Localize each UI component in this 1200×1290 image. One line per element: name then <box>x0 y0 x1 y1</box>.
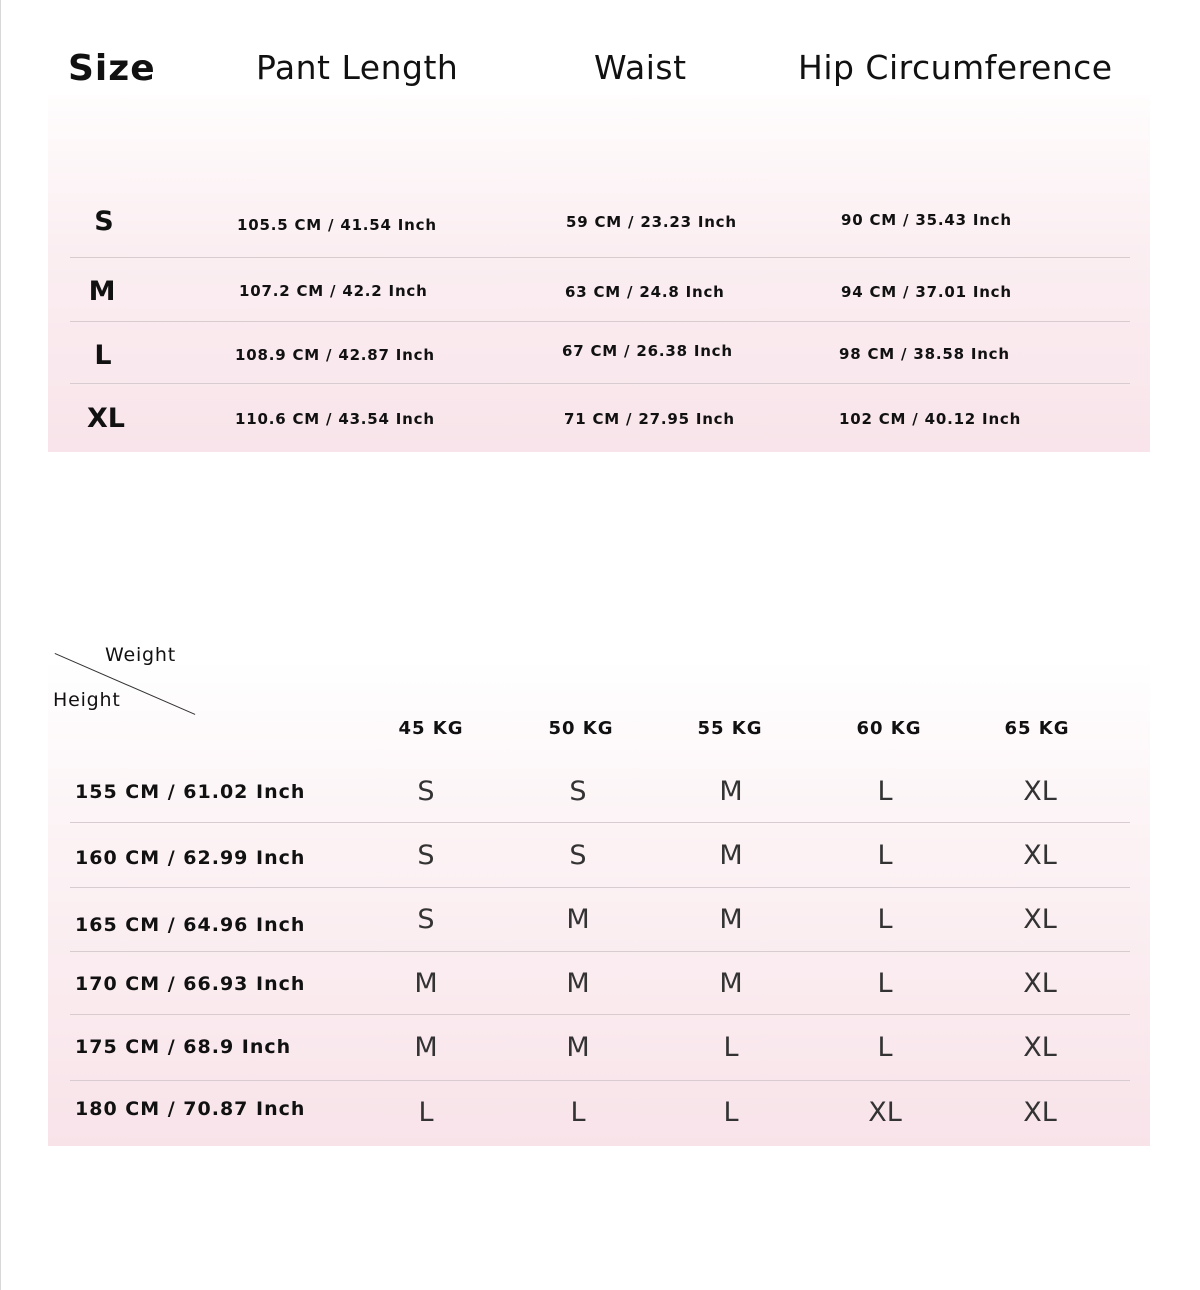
size-cell: L <box>723 1032 739 1063</box>
size-cell: L <box>418 1097 434 1128</box>
weight-column-header: 55 KG <box>697 718 763 739</box>
size-cell: M <box>719 968 743 999</box>
row-divider <box>70 887 1130 888</box>
row-divider <box>70 321 1130 322</box>
header-size: Size <box>68 48 156 89</box>
frame-edge <box>0 0 1 1290</box>
height-row-label: 180 CM / 70.87 Inch <box>75 1098 306 1120</box>
height-row-label: 160 CM / 62.99 Inch <box>75 847 306 869</box>
hip-value: 98 CM / 38.58 Inch <box>839 345 1010 363</box>
size-cell: L <box>723 1097 739 1128</box>
size-cell: M <box>566 904 590 935</box>
size-cell: XL <box>868 1097 902 1128</box>
size-cell: M <box>566 968 590 999</box>
hip-value: 90 CM / 35.43 Inch <box>841 211 1012 229</box>
size-cell: XL <box>1023 968 1057 999</box>
size-cell: M <box>719 840 743 871</box>
size-cell: L <box>877 1032 893 1063</box>
height-row-label: 170 CM / 66.93 Inch <box>75 973 306 995</box>
size-cell: L <box>570 1097 586 1128</box>
size-cell: S <box>569 840 587 871</box>
size-cell: S <box>417 904 435 935</box>
size-cell: M <box>719 904 743 935</box>
header-waist: Waist <box>594 48 687 87</box>
size-cell: M <box>566 1032 590 1063</box>
row-divider <box>70 1014 1130 1015</box>
height-row-label: 165 CM / 64.96 Inch <box>75 914 306 936</box>
weight-column-header: 45 KG <box>398 718 464 739</box>
size-cell: S <box>417 776 435 807</box>
waist-value: 71 CM / 27.95 Inch <box>564 410 735 428</box>
size-cell: XL <box>1023 904 1057 935</box>
measurement-table-background <box>48 95 1150 452</box>
size-label: M <box>88 276 116 307</box>
size-cell: S <box>569 776 587 807</box>
size-cell: S <box>417 840 435 871</box>
size-cell: XL <box>1023 840 1057 871</box>
size-cell: XL <box>1023 1097 1057 1128</box>
height-row-label: 155 CM / 61.02 Inch <box>75 781 306 803</box>
header-pant-length: Pant Length <box>256 48 459 87</box>
row-divider <box>70 822 1130 823</box>
pant-length-value: 108.9 CM / 42.87 Inch <box>235 346 435 364</box>
size-cell: L <box>877 968 893 999</box>
size-label: S <box>94 206 114 237</box>
weight-column-header: 60 KG <box>856 718 922 739</box>
row-divider <box>70 257 1130 258</box>
hip-value: 102 CM / 40.12 Inch <box>839 410 1022 428</box>
weight-column-header: 65 KG <box>1004 718 1070 739</box>
height-row-label: 175 CM / 68.9 Inch <box>75 1036 292 1058</box>
size-cell: XL <box>1023 1032 1057 1063</box>
pant-length-value: 107.2 CM / 42.2 Inch <box>239 282 428 300</box>
size-cell: M <box>414 1032 438 1063</box>
weight-column-header: 50 KG <box>548 718 614 739</box>
pant-length-value: 110.6 CM / 43.54 Inch <box>235 410 435 428</box>
weight-axis-label: Weight <box>105 644 176 666</box>
size-cell: L <box>877 776 893 807</box>
waist-value: 59 CM / 23.23 Inch <box>566 213 737 231</box>
waist-value: 63 CM / 24.8 Inch <box>565 283 725 301</box>
size-cell: XL <box>1023 776 1057 807</box>
header-hip: Hip Circumference <box>798 48 1113 87</box>
size-label: XL <box>86 403 126 434</box>
waist-value: 67 CM / 26.38 Inch <box>562 342 733 360</box>
size-cell: M <box>719 776 743 807</box>
size-cell: L <box>877 904 893 935</box>
size-cell: M <box>414 968 438 999</box>
height-axis-label: Height <box>53 689 121 711</box>
hip-value: 94 CM / 37.01 Inch <box>841 283 1012 301</box>
size-label: L <box>94 340 112 371</box>
row-divider <box>70 951 1130 952</box>
size-cell: L <box>877 840 893 871</box>
row-divider <box>70 383 1130 384</box>
row-divider <box>70 1080 1130 1081</box>
pant-length-value: 105.5 CM / 41.54 Inch <box>237 216 437 234</box>
